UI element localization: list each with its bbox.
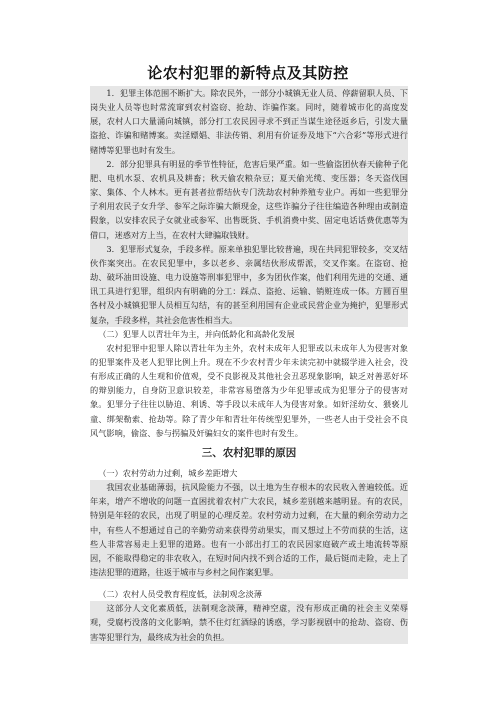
subsection-heading: （二）农村人员受教育程度低，法制观念淡薄 bbox=[98, 589, 262, 600]
subsection-heading: （二）犯罪人以青壮年为主，并向低龄化和高龄化发展 bbox=[98, 328, 295, 339]
paragraph: 3．犯罪形式复杂，手段多样。原来单独犯罪比较普遍，现在共同犯罪较多，交叉结伙作案突出。在农民犯罪中，多以老乡、亲属结伙形成帮派，交叉作案。在盗窃、抢劫、破坏油田设施、电力设施等刑事犯罪中，多为团伙作案，他们利用先进的交通、通讯工具进行犯罪，组织内有明确的分工：踩点、盗抢、运输、销赃连成一体。方圆百里各村及小城镇犯罪人员相互勾结，有的甚至利用国有企业或民营企业为掩护，犯罪形式复杂，手段多样，其社会危害性相当大。 bbox=[90, 242, 408, 327]
paragraph: 我国农业基础薄弱，抗风险能力不强，以土地为生存根本的农民收入普遍较低。近年来，增产不增收的问题一直困扰着农村广大农民，城乡差别越来越明显。有的农民，特别是年轻的农民，出现了明显的心理反差。农村劳动力过剩，在大量的剩余劳动力之中，有些人不想通过自己的辛勤劳动来获得劳动果实，而又想过上不劳而获的生活，这些人非常容易走上犯罪的道路。也有一小部出打工的农民因家庭破产或土地流转等原因，不能取得稳定的非农收入，在短时间内找不到合适的工作，最后铤而走险，走上了违法犯罪的道路，往返于城市与乡村之间作案犯罪。 bbox=[90, 480, 408, 579]
document-body bbox=[90, 86, 408, 644]
page-title: 论农村犯罪的新特点及其防控 bbox=[147, 64, 349, 82]
paragraph: 农村犯罪中犯罪人除以青壮年为主外，农村未成年人犯罪或以未成年人为侵害对象的犯罪案件及老人犯罪比例上升。现在不少农村青少年未读完初中就辍学进入社会，没有形成正确的人生观和价值观，受不良影视及其他社会丑恶现象影响，缺乏对善恶好坏的辩别能力，自身防卫意识较差，非常容易堕落为少年犯罪或成为犯罪分子的侵害对象。犯罪分子往往以胁迫、利诱、等手段以未成年人为侵害对象。如奸淫幼女、猥亵儿童、绑架勒索、抢劫等。除了青少年和青壮年传统型犯罪外，一些老人由于受社会不良风气影响，偷盗、参与拐骗及奸骗妇女的案件也时有发生。 bbox=[90, 342, 408, 438]
paragraph: 2．部分犯罪具有明显的季节性特征，危害后果严重。如一些偷盗团伙春天偷种子化肥、电机水泵、农机具及耕畜；秋天偷农粮杂豆；夏天偷光缆、变压器；冬天盗伐国家、集体、个人林木。更有甚者拉帮结伙专门洗劫农村种养殖专业户。再如一些犯罪分子利用农民子女升学、参军之际诈骗大额现金，这些诈骗分子往往编造各种理由或制造假象，以安排农民子女就业或参军、出售既货、手机消费中奖、固定电话话费优惠等为借口，迷惑对方上当，在农村大肆骗取钱财。 bbox=[90, 157, 408, 242]
spacer bbox=[90, 579, 408, 587]
section-heading: 三、农村犯罪的原因 bbox=[201, 446, 297, 459]
paragraph: 1．犯罪主体范围不断扩大。除农民外，一部分小城镇无业人员、停薪留职人员、下岗失业人员等也时常流窜到农村盗窃、抢劫、诈骗作案。同时，随着城市化的高度发展，农村人口大量涌向城镇，部分打工农民因寻求不到正当谋生途径返乡后，引发大量盗抢、诈骗和赌博案。卖淫嫖娼、非法传销、利用有价证券及地下“六合彩”等形式进行赌博等犯罪也时有发生。 bbox=[90, 86, 408, 157]
paragraph: 这部分人文化素质低，法制观念淡薄，精神空虚，没有形成正确的社会主义荣辱观，受腐朽没落的文化影响，禁不住灯红酒绿的诱惑，学习影视剧中的抢劫、盗窃、伤害等犯罪行为，最终成为社会的负担。 bbox=[90, 601, 408, 643]
subsection-heading: （一）农村劳动力过剩，城乡差距增大 bbox=[98, 467, 238, 478]
